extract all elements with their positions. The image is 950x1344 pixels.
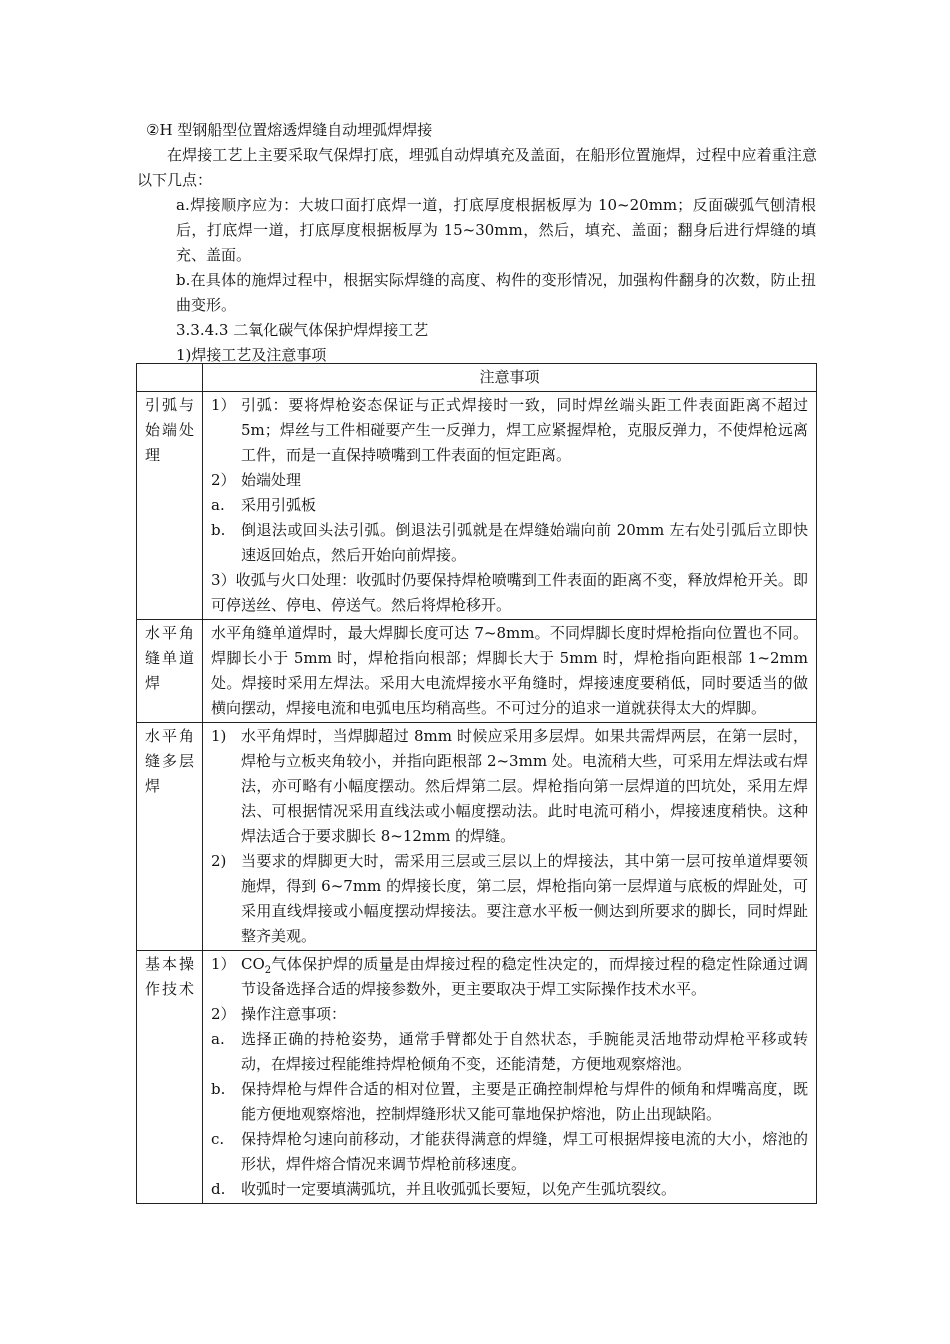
table-row [137, 392, 817, 620]
row-content [203, 620, 817, 723]
row-text: 水平角缝单道焊时，最大焊脚长度可达 7~8mm。不同焊脚长度时焊枪指向位置也不同。焊脚长小于 5mm 时，焊枪指向根部；焊脚长大于 5mm 时，焊枪指向距根部 1~2mm 处。焊接时采用左焊法。采用大电流焊接水平角缝时，焊接速度要稍低，同时要适当的做横向摆动，焊接电流和电弧电压均稍高些。不可过分的追求一道就获得太大的焊脚。 [211, 624, 808, 717]
list-item: a. 选择正确的持枪姿势，通常手臂都处于自然状态，手腕能灵活地带动焊枪平移或转动，在焊接过程能维持焊枪倾角不变，还能清楚，方便地观察熔池。 [211, 1030, 808, 1073]
item-a-paragraph: a.焊接顺序应为：大坡口面打底焊一道，打底厚度根据板厚为 10~20mm；反面碳弧气刨清根后，打底焊一道，打底厚度根据板厚为 15~30mm，然后，填充、盖面；翻身后进行焊缝的填充、盖面。 [176, 196, 816, 264]
row-label: 水平角缝多层焊 [137, 723, 203, 951]
row-label: 水平角缝单道焊 [137, 620, 203, 723]
list-item: 1） 引弧：要将焊枪姿态保证与正式焊接时一致，同时焊丝端头距工件表面距离不超过 5m；焊丝与工件相碰要产生一反弹力，焊工应紧握焊枪，克服反弹力，不使焊枪远离工件，而是一直保持喷嘴到工件表面的恒定距离。 [211, 396, 808, 464]
list-item: c. 保持焊枪匀速向前移动，才能获得满意的焊缝，焊工可根据焊接电流的大小，熔池的形状，焊件熔合情况来调节焊枪前移速度。 [211, 1130, 808, 1173]
section-title: 3.3.4.3 二氧化碳气体保护焊焊接工艺 [176, 321, 429, 339]
intro-paragraph: 在焊接工艺上主要采取气保焊打底，埋弧自动焊填充及盖面，在船形位置施焊，过程中应着重注意以下几点： [137, 146, 817, 189]
item-b-paragraph: b.在具体的施焊过程中，根据实际焊缝的高度、构件的变形情况，加强构件翻身的次数，防止扭曲变形。 [176, 271, 816, 314]
list-item: 1) 水平角焊时，当焊脚超过 8mm 时候应采用多层焊。如果共需焊两层，在第一层时，焊枪与立板夹角较小，并指向距根部 2~3mm 处。电流稍大些，可采用左焊法或右焊法，亦可略有小幅度摆动。然后焊第二层。焊枪指向第一层焊道的凹坑处，采用左焊法、可根据情况采用直线法或小幅度摆动法。此时电流可稍小，焊接速度稍快。这种焊法适合于要求脚长 8~12mm 的焊缝。 [211, 727, 808, 845]
row-label: 基本操作技术 [137, 951, 203, 1204]
table-row [137, 620, 817, 723]
list-item: b. 保持焊枪与焊件合适的相对位置，主要是正确控制焊枪与焊件的倾角和焊嘴高度，既能方便地观察熔池，控制焊缝形状又能可靠地保护熔池，防止出现缺陷。 [211, 1080, 808, 1123]
page-heading: ②H 型钢船型位置熔透焊缝自动埋弧焊焊接 [146, 121, 433, 139]
row-content [203, 723, 817, 951]
row-content [203, 951, 817, 1204]
list-item-tail: 3）收弧与火口处理：收弧时仍要保持焊枪喷嘴到工件表面的距离不变，释放焊枪开关。即可停送丝、停电、停送气。然后将焊枪移开。 [211, 571, 808, 614]
row-label: 引弧与始端处理 [137, 392, 203, 620]
list-item: d. 收弧时一定要填满弧坑，并且收弧弧长要短，以免产生弧坑裂纹。 [211, 1180, 677, 1198]
list-item: 1） $CO_2$气体保护焊的质量是由焊接过程的稳定性决定的，而焊接过程的稳定性除通过调节设备选择合适的焊接参数外，更主要取决于焊工实际操作技术水平。 [211, 955, 808, 998]
table-row [137, 723, 817, 951]
header-cell-notes: 注意事项 [203, 364, 817, 392]
subsection-title: 1)焊接工艺及注意事项 [176, 346, 327, 364]
notes-table [136, 363, 817, 1204]
list-item: 2） 始端处理 [211, 471, 302, 489]
list-item: a. 采用引弧板 [211, 496, 317, 514]
row-content [203, 392, 817, 620]
list-item: 2） 操作注意事项： [211, 1005, 347, 1023]
table-row [137, 951, 817, 1204]
list-item: b. 倒退法或回头法引弧。倒退法引弧就是在焊缝始端向前 20mm 左右处引弧后立即快速返回始点，然后开始向前焊接。 [211, 521, 808, 564]
header-cell-blank [137, 364, 203, 392]
co2-formula: $CO_2$ [241, 955, 272, 976]
table-header-row [137, 364, 817, 392]
list-item: 2) 当要求的焊脚更大时，需采用三层或三层以上的焊接法，其中第一层可按单道焊要领施焊，得到 6~7mm 的焊接长度，第二层，焊枪指向第一层焊道与底板的焊趾处，可采用直线焊接或小幅度摆动焊接法。要注意水平板一侧达到所要求的脚长，同时焊趾整齐美观。 [211, 852, 808, 945]
